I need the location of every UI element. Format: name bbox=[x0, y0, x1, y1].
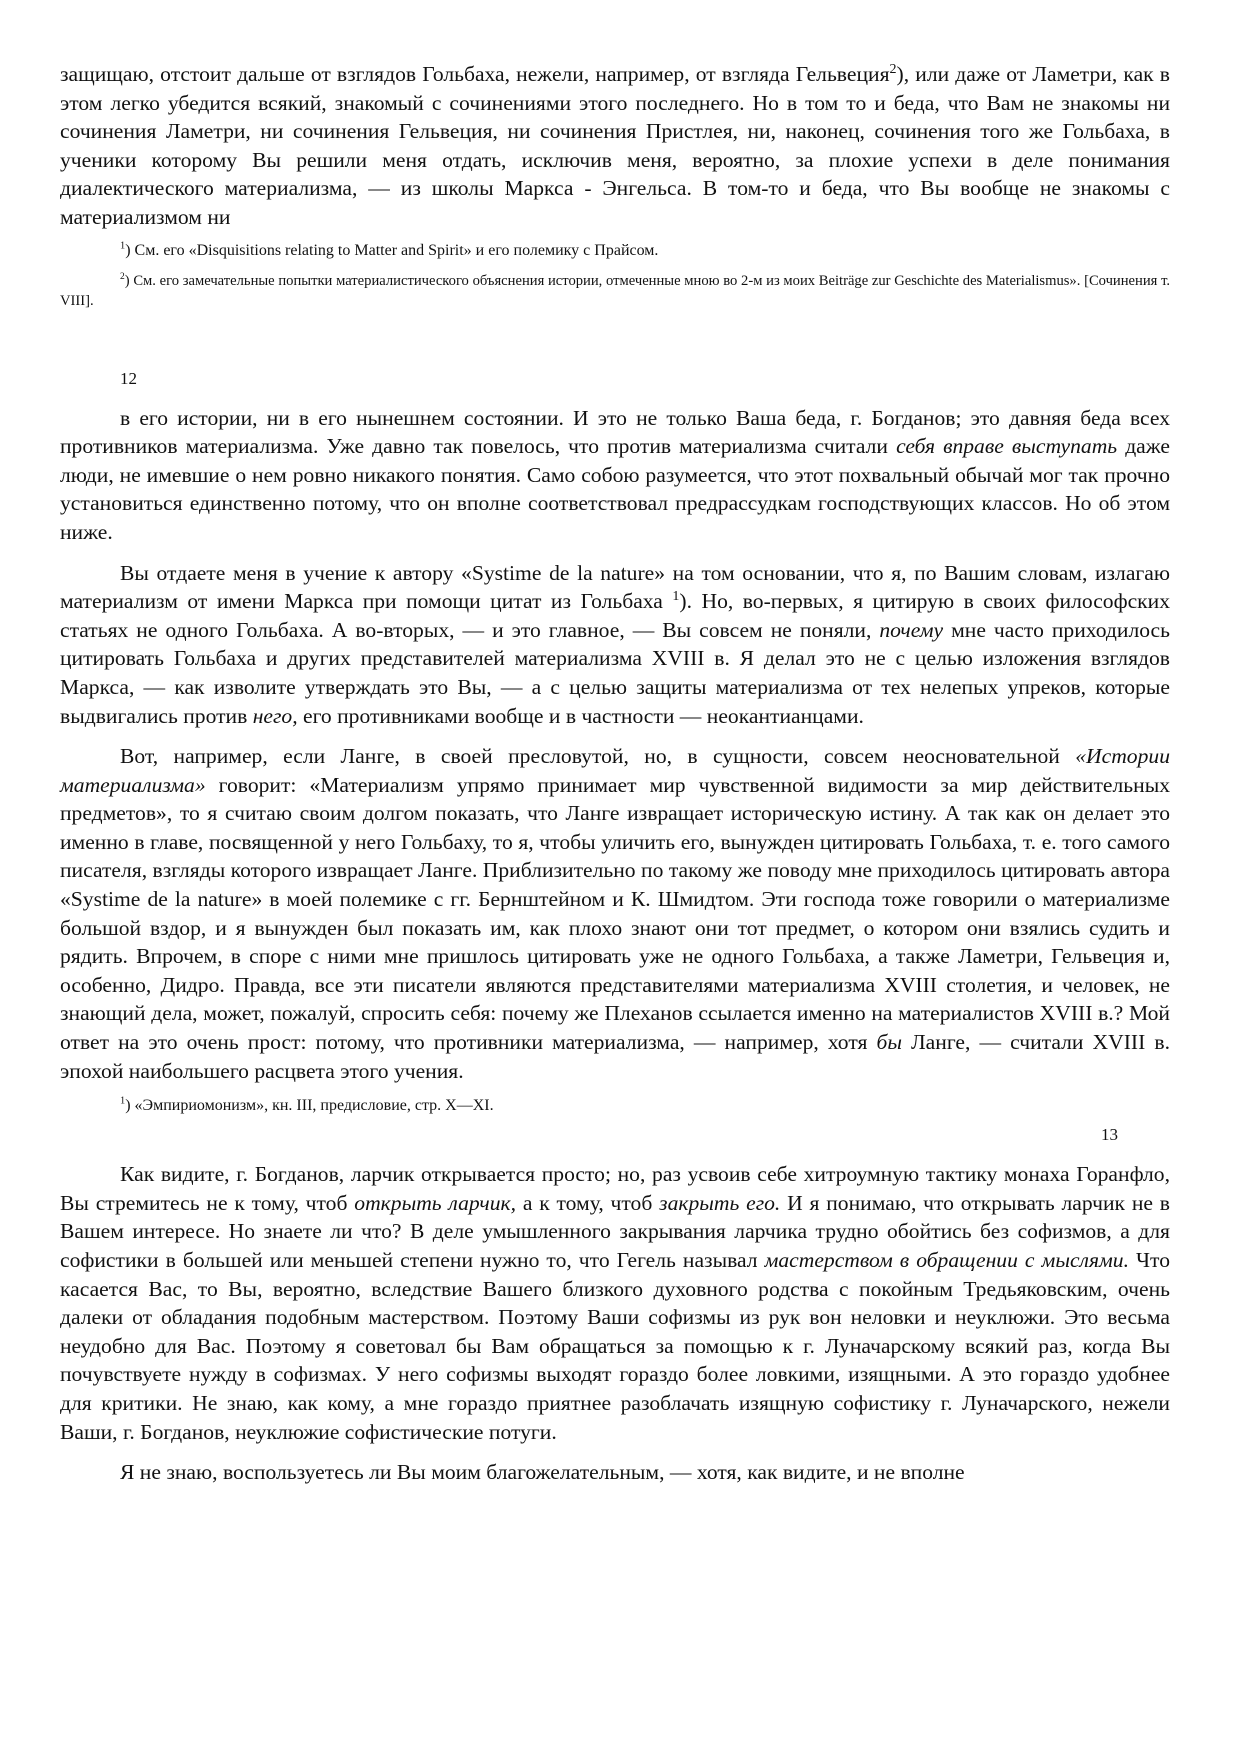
footnote: $^2$) См. его замечательные попытки материалистического объяснения истории, отмеченные мною во 2-м из моих Beiträge zur Geschichte des Materialismus». [Сочинения т. VIII]. bbox=[60, 271, 1170, 309]
page-number: 13 bbox=[1101, 1125, 1118, 1145]
footnote-ref: 1 bbox=[672, 587, 680, 604]
paragraph: Как видите, г. Богданов, ларчик открывается просто; но, раз усвоив себе хитроумную тактику монаха Горанфло, Вы стремитесь не к тому, чтоб открыть ларчик, а к тому, чтоб закрыть его. И я понимаю, что открывать ларчик не в Вашем интересе. Но знаете ли что? В деле умышленного закрывания ларчика трудно обойтись без софизмов, а для софистики в большей или меньшей степени нужно то, что Гегель называл мастерством в обращении с мыслями. Что касается Вас, то Вы, вероятно, вследствие Вашего близкого духовного родства с покойным Тредьяковским, очень далеки от обладания подобным мастерством. Поэтому Ваши софизмы из рук вон неловки и неуклюжи. Это весьма неудобно для Вас. Поэтому я советовал бы Вам обращаться за помощью к г. Луначарскому всякий раз, когда Вы почувствуете нужду в софизмах. У него софизмы выходят гораздо более ловкими, изящными. А это гораздо удобнее для критики. Не знаю, как кому, а мне гораздо приятнее разоблачать изящную софистику г. Луначарского, нежели Ваши, г. Богданов, неуклюжие софистические потуги. bbox=[60, 1162, 1170, 1444]
footnote: $^1$) См. его «Disquisitions relating to Matter and Spirit» и его полемику с Прайсом. bbox=[120, 240, 659, 259]
paragraph: Вот, например, если Ланге, в своей пресловутой, но, в сущности, совсем неосновательной «Истории материализма» говорит: «Материализм упрямо принимает мир чувственной видимости за мир действительных предметов», то я считаю своим долгом показать, что Ланге извращает историческую истину. А так как он делает это именно в главе, посвященной у него Гольбаху, то я, чтобы уличить его, вынужден цитировать Гольбаха, т. е. того самого писателя, взгляды которого извращает Ланге. Приблизительно по такому же поводу мне приходилось цитировать автора «Systime de la nature» в моей полемике с гг. Бернштейном и К. Шмидтом. Эти господа тоже говорили о материализме большой вздор, и я вынужден был показать им, как плохо знают они тот предмет, о котором они взялись судить и рядить. Впрочем, в споре с ними мне пришлось цитировать уже не одного Гольбаха, а также Ламетри, Гельвеция и, особенно, Дидро. Правда, все эти писатели являются представителями материализма XVIII столетия, и человек, не знающий дела, может, пожалуй, спросить себя: почему же Плеханов ссылается именно на материалистов XVIII в.? Мой ответ на это очень прост: потому, что противники материализма, — например, хотя бы Ланге, — считали XVIII в. эпохой наибольшего расцвета этого учения. bbox=[60, 744, 1170, 1083]
paragraph: в его истории, ни в его нынешнем состоянии. И это не только Ваша беда, г. Богданов; это давняя беда всех противников материализма. Уже давно так повелось, что против материализма считали себя вправе выступать даже люди, не имевшие о нем ровно никакого понятия. Само собою разумеется, что этот похвальный обычай мог так прочно установиться единственно потому, что он вполне соответствовал предрассудкам господствующих классов. Но об этом ниже. bbox=[60, 405, 1170, 544]
paragraph-continuation: защищаю, отстоит дальше от взглядов Гольбаха, нежели, например, от взгляда Гельвеция$^2$), или даже от Ламетри, как в этом легко убедится всякий, знакомый с сочинениями этого последнего. Но в том то и беда, что Вам не знакомы ни сочинения Ламетри, ни сочинения Гельвеция, ни сочинения Пристлея, ни, наконец, сочинения того же Гольбаха, в ученики которому Вы решили меня отдать, исключив меня, вероятно, за плохие успехи в деле понимания диалектического материализма, — из школы Маркса - Энгельса. В том-то и беда, что Вы вообще не знакомы с материализмом ни bbox=[60, 60, 1170, 229]
footnote-ref: 2 bbox=[889, 60, 897, 77]
page-number: 12 bbox=[120, 368, 137, 388]
paragraph: Я не знаю, воспользуетесь ли Вы моим благожелательным, — хотя, как видите, и не вполне bbox=[120, 1460, 965, 1485]
document-page bbox=[60, 60, 1170, 1487]
paragraph: Вы отдаете меня в учение к автору «Systime de la nature» на том основании, что я, по Вашим словам, излагаю материализм от имени Маркса при помощи цитат из Гольбаха $^1$). Но, во-первых, я цитирую в своих философских статьях не одного Гольбаха. А во-вторых, — и это главное, — Вы совсем не поняли, почему мне часто приходилось цитировать Гольбаха и других представителей материализма XVIII в. Я делал это не с целью изложения взглядов Маркса, — как изволите утверждать это Вы, — а с целью защиты материализма от тех нелепых упреков, которые выдвигались против него, его противниками вообще и в частности — неокантианцами. bbox=[60, 560, 1170, 728]
footnote: $^1$) «Эмпириомонизм», кн. III, предисловие, стр. X—XI. bbox=[120, 1095, 494, 1115]
